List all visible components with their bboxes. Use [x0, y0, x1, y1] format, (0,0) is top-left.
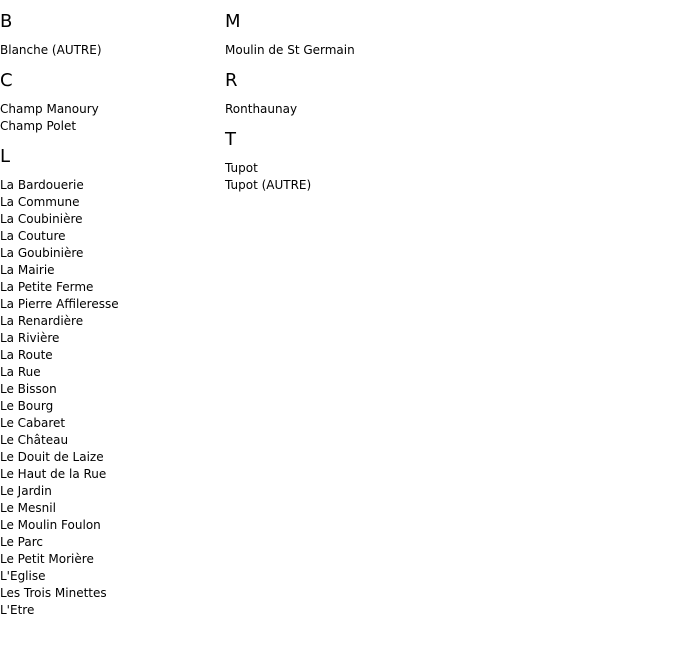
letter-group-l — [0, 146, 220, 619]
place-link[interactable]: Le Petit Morière — [0, 552, 94, 566]
group-letter-heading: L — [0, 146, 11, 167]
place-link[interactable]: La Coubinière — [0, 212, 83, 226]
place-link[interactable]: La Petite Ferme — [0, 280, 94, 294]
place-link[interactable]: La Pierre Affileresse — [0, 297, 119, 311]
place-link[interactable]: Le Haut de la Rue — [0, 467, 107, 481]
place-link[interactable]: Le Château — [0, 433, 69, 447]
place-list — [0, 177, 220, 619]
place-link[interactable]: La Mairie — [0, 263, 55, 277]
place-link[interactable]: Le Mesnil — [0, 501, 56, 515]
place-link[interactable]: Moulin de St Germain — [225, 43, 355, 57]
place-list — [0, 42, 220, 59]
letter-group-r — [225, 70, 525, 118]
place-link[interactable]: La Commune — [0, 195, 80, 209]
index-column-right — [225, 0, 525, 205]
group-letter-heading: C — [0, 70, 13, 91]
group-letter-heading: T — [225, 129, 236, 150]
letter-group-b — [0, 11, 220, 59]
place-link[interactable]: La Route — [0, 348, 53, 362]
place-link[interactable]: Le Moulin Foulon — [0, 518, 101, 532]
place-link[interactable]: Blanche (AUTRE) — [0, 43, 102, 57]
place-link[interactable]: La Rivière — [0, 331, 60, 345]
place-link[interactable]: La Bardouerie — [0, 178, 84, 192]
letter-group-m — [225, 11, 525, 59]
place-link[interactable]: Le Bisson — [0, 382, 57, 396]
place-link[interactable]: La Couture — [0, 229, 66, 243]
place-link[interactable]: Champ Manoury — [0, 102, 99, 116]
place-link[interactable]: Le Parc — [0, 535, 43, 549]
place-link[interactable]: La Goubinière — [0, 246, 84, 260]
place-link[interactable]: Le Bourg — [0, 399, 54, 413]
place-link[interactable]: L'Eglise — [0, 569, 46, 583]
place-link[interactable]: Champ Polet — [0, 119, 77, 133]
letter-group-t — [225, 129, 525, 194]
place-list — [0, 101, 220, 135]
place-link[interactable]: Ronthaunay — [225, 102, 298, 116]
place-link[interactable]: La Rue — [0, 365, 41, 379]
place-list — [225, 160, 525, 194]
group-letter-heading: B — [0, 11, 13, 32]
place-link[interactable]: Le Cabaret — [0, 416, 66, 430]
place-link[interactable]: Le Douit de Laize — [0, 450, 104, 464]
letter-group-c — [0, 70, 220, 135]
place-link[interactable]: Le Jardin — [0, 484, 52, 498]
group-letter-heading: M — [225, 11, 241, 32]
place-link[interactable]: La Renardière — [0, 314, 84, 328]
group-letter-heading: R — [225, 70, 238, 91]
place-list — [225, 42, 525, 59]
place-list — [225, 101, 525, 118]
place-link[interactable]: Les Trois Minettes — [0, 586, 107, 600]
index-column-left — [0, 0, 220, 630]
place-link[interactable]: Tupot — [225, 161, 258, 175]
place-link[interactable]: L'Etre — [0, 603, 35, 617]
place-link[interactable]: Tupot (AUTRE) — [225, 178, 312, 192]
